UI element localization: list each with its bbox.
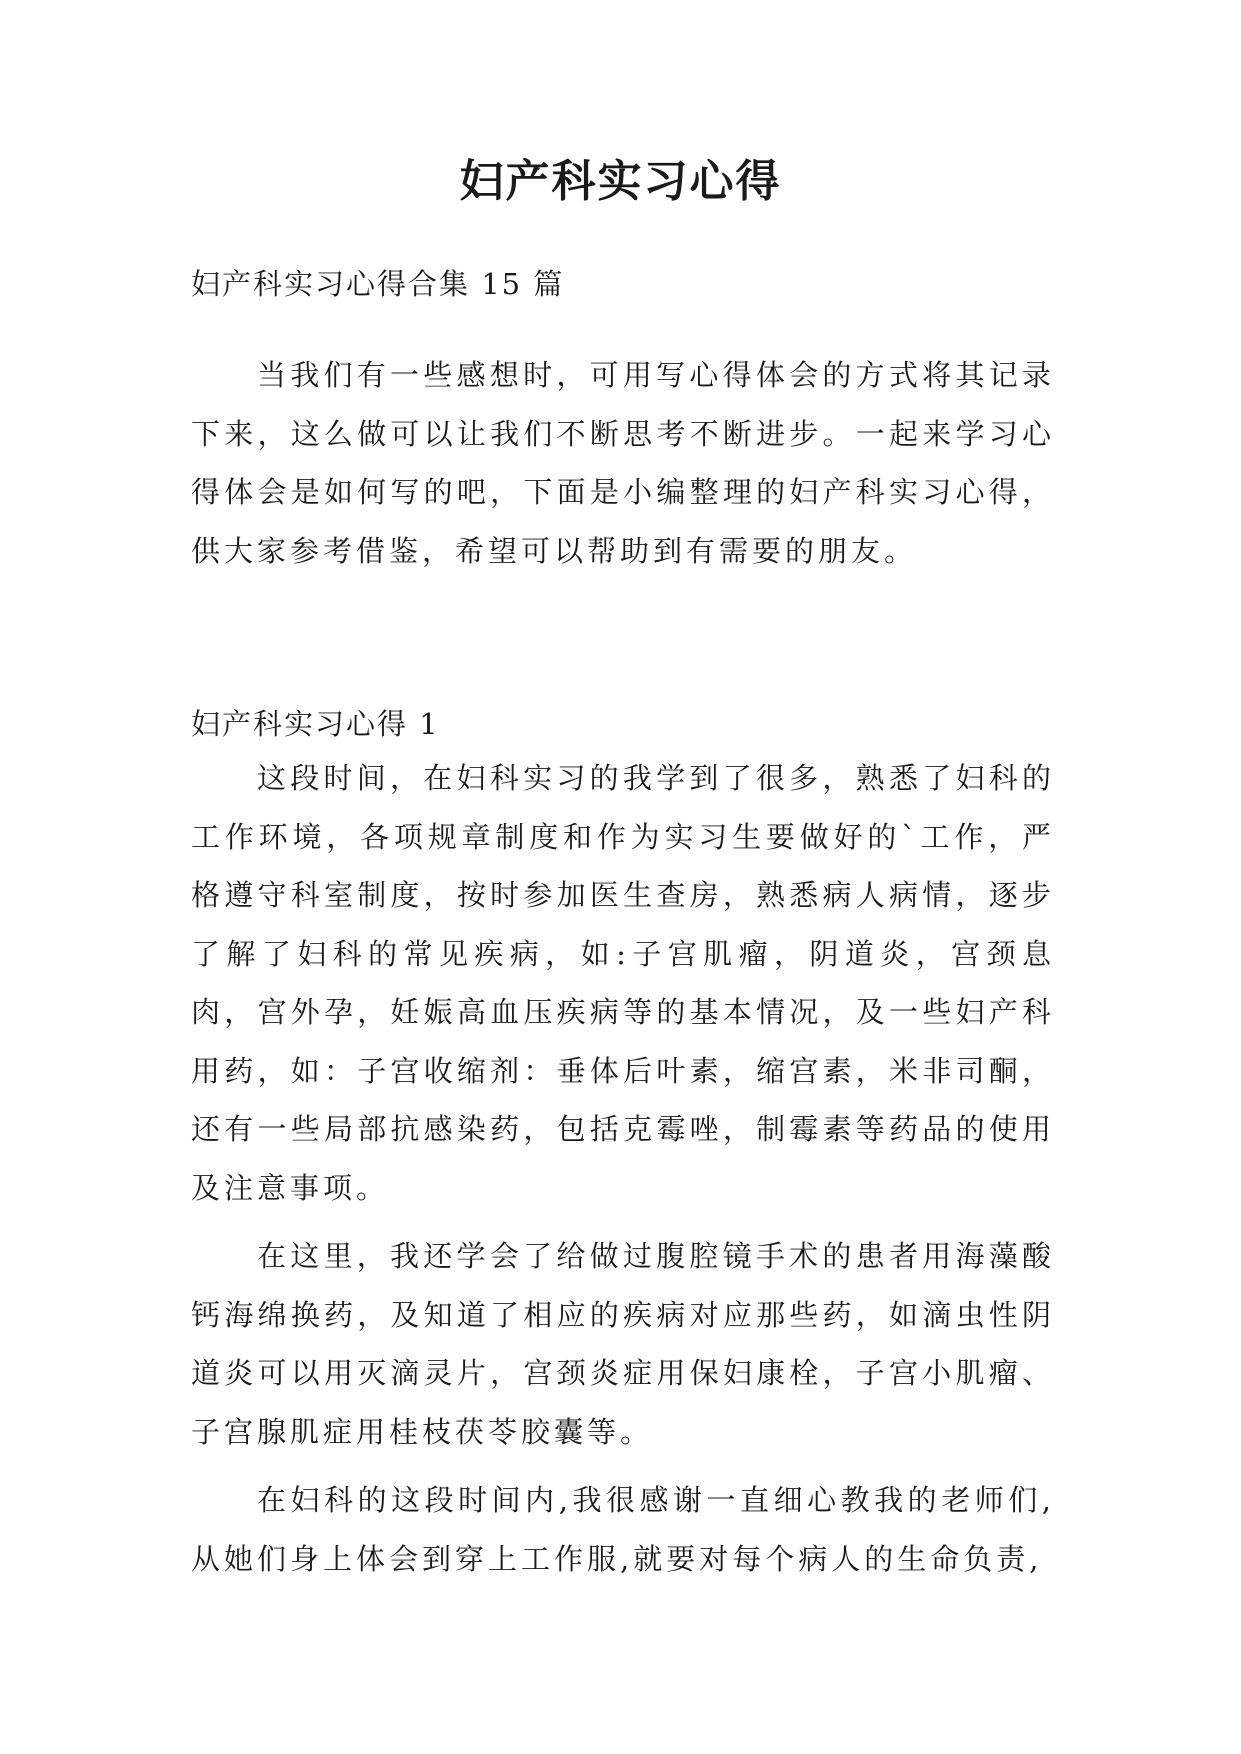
collection-heading: 妇产科实习心得合集 15 篇: [191, 267, 565, 301]
intro-paragraph: 当我们有一些感想时，可用写心得体会的方式将其记录下来，这么做可以让我们不断思考不断进步。一起来学习心得体会是如何写的吧，下面是小编整理的妇产科实习心得，供大家参考借鉴，希望可以帮助到有需要的朋友。: [191, 358, 1055, 568]
page-title: 妇产科实习心得: [459, 156, 782, 207]
section-1-heading: 妇产科实习心得 1: [191, 707, 440, 741]
section-1-body: [191, 749, 1055, 1588]
section-1-paragraph-2: 在这里，我还学会了给做过腹腔镜手术的患者用海藻酸钙海绵换药，及知道了相应的疾病对应那些药，如滴虫性阴道炎可以用灭滴灵片，宫颈炎症用保妇康栓，子宫小肌瘤、子宫腺肌症用桂枝茯苓胶囊等。: [191, 1239, 1055, 1449]
section-1-paragraph-1: 这段时间，在妇科实习的我学到了很多，熟悉了妇科的工作环境，各项规章制度和作为实习生要做好的`工作，严格遵守科室制度，按时参加医生查房，熟悉病人病情，逐步了解了妇科的常见疾病，如:子宫肌瘤，阴道炎，宫颈息肉，宫外孕，妊娠高血压疾病等的基本情况，及一些妇产科用药，如：子宫收缩剂：垂体后叶素，缩宫素，米非司酮，还有一些局部抗感染药，包括克霉唑，制霉素等药品的使用及注意事项。: [191, 761, 1055, 1205]
section-1-paragraph-3: 在妇科的这段时间内,我很感谢一直细心教我的老师们,从她们身上体会到穿上工作服,就要对每个病人的生命负责,: [191, 1483, 1055, 1576]
intro-section: [191, 346, 1055, 580]
